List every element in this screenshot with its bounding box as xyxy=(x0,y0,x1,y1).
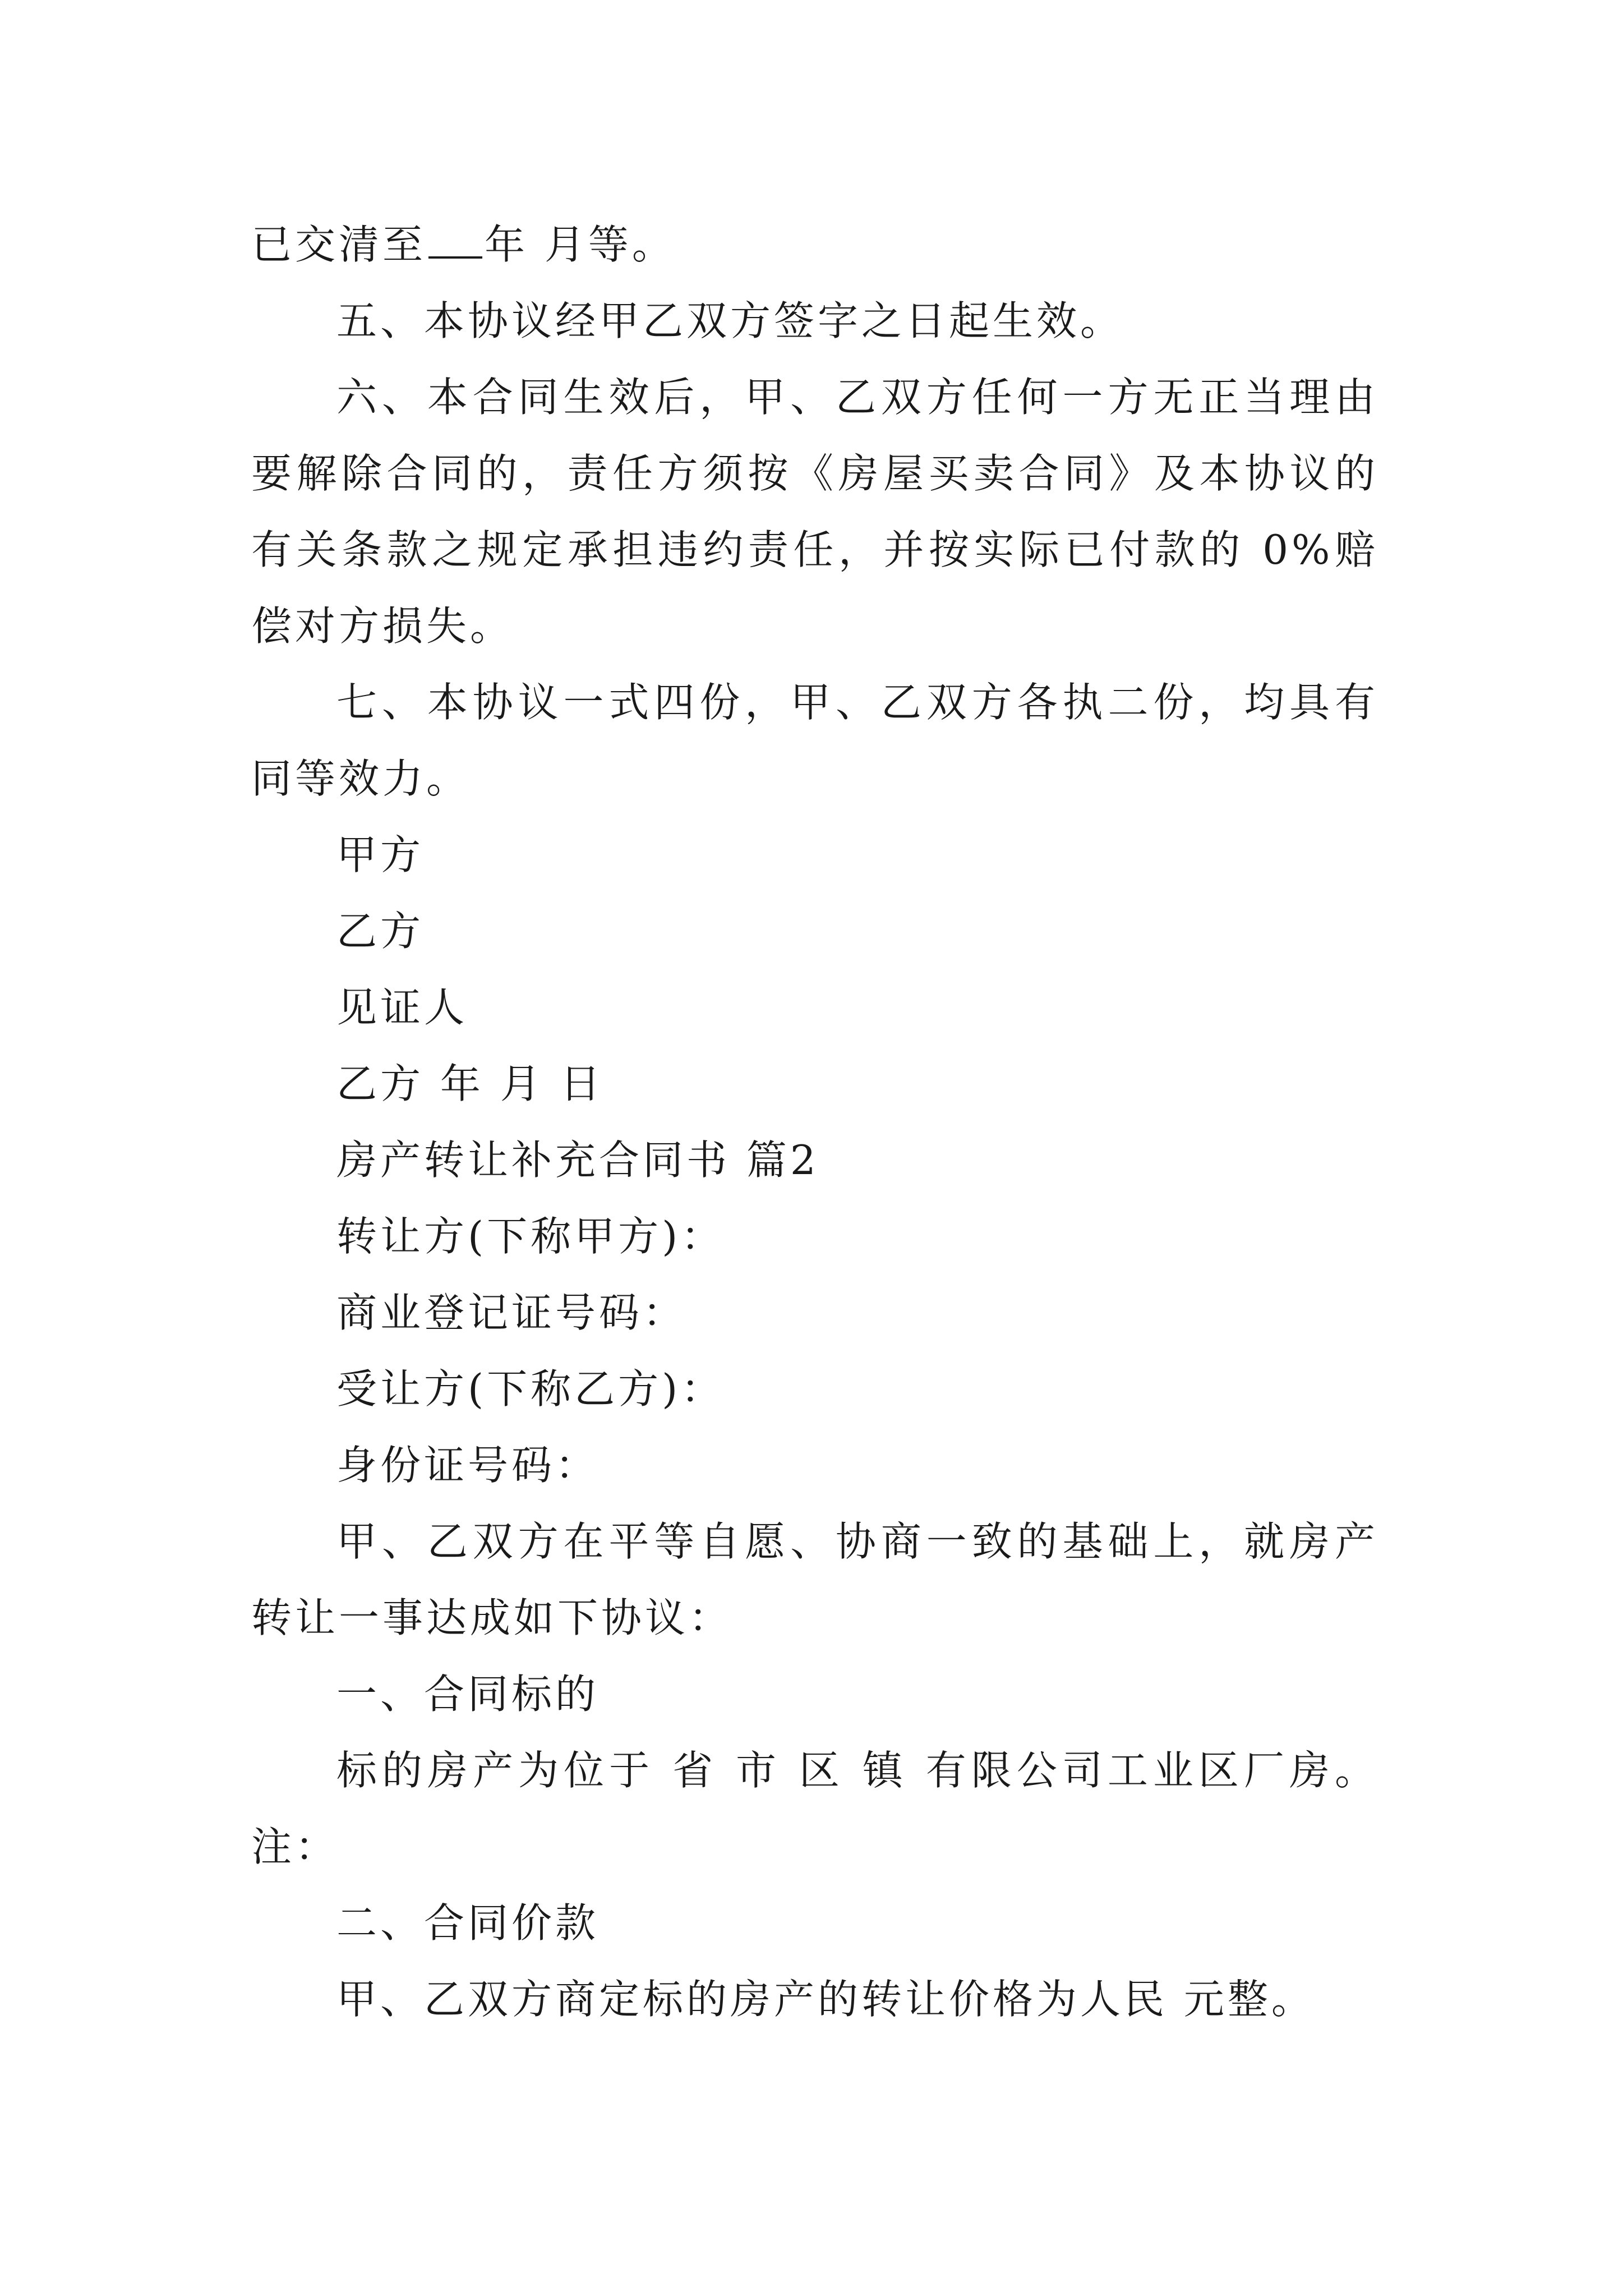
paragraph-clause-7: 七、本协议一式四份，甲、乙双方各执二份，均具有同等效力。 xyxy=(251,679,1378,802)
field-id-number: 身份证号码： xyxy=(336,1442,600,1489)
paragraph-text: 已交清至 xyxy=(251,221,427,268)
paragraph-clause-6: 六、本合同生效后，甲、乙双方任何一方无正当理由要解除合同的，责任方须按《房屋买卖合同》及本协议的有关条款之规定承担违约责任，并按实际已付款的 0%赔偿对方损失。 xyxy=(251,374,1378,650)
field-business-registration: 商业登记证号码： xyxy=(336,1289,687,1336)
signature-party-a: 甲方 xyxy=(336,831,425,878)
field-transferee: 受让方(下称乙方)： xyxy=(336,1365,725,1412)
heading-contract-price: 二、合同价款 xyxy=(336,1899,600,1947)
field-transferor: 转让方(下称甲方)： xyxy=(336,1213,725,1260)
paragraph-property-location: 标的房产为位于 省 市 区 镇 有限公司工业区厂房。注： xyxy=(251,1747,1378,1870)
signature-party-b: 乙方 xyxy=(336,908,425,955)
document-body xyxy=(251,206,1378,2037)
paragraph-preamble: 甲、乙双方在平等自愿、协商一致的基础上，就房产转让一事达成如下协议： xyxy=(251,1518,1378,1641)
blank-underline xyxy=(428,223,482,259)
paragraph-price-terms: 甲、乙双方商定标的房产的转让价格为人民 元整。 xyxy=(336,1976,1315,2023)
paragraph-clause-5: 五、本协议经甲乙双方签字之日起生效。 xyxy=(336,297,1124,344)
signature-witness: 见证人 xyxy=(336,984,468,1031)
section-title: 房产转让补充合同书 篇2 xyxy=(336,1137,819,1184)
signature-date: 乙方 年 月 日 xyxy=(336,1060,604,1107)
heading-contract-subject: 一、合同标的 xyxy=(336,1671,600,1718)
paragraph-text: 年 月等。 xyxy=(485,221,676,268)
paragraph-payment-settled xyxy=(251,206,1378,283)
